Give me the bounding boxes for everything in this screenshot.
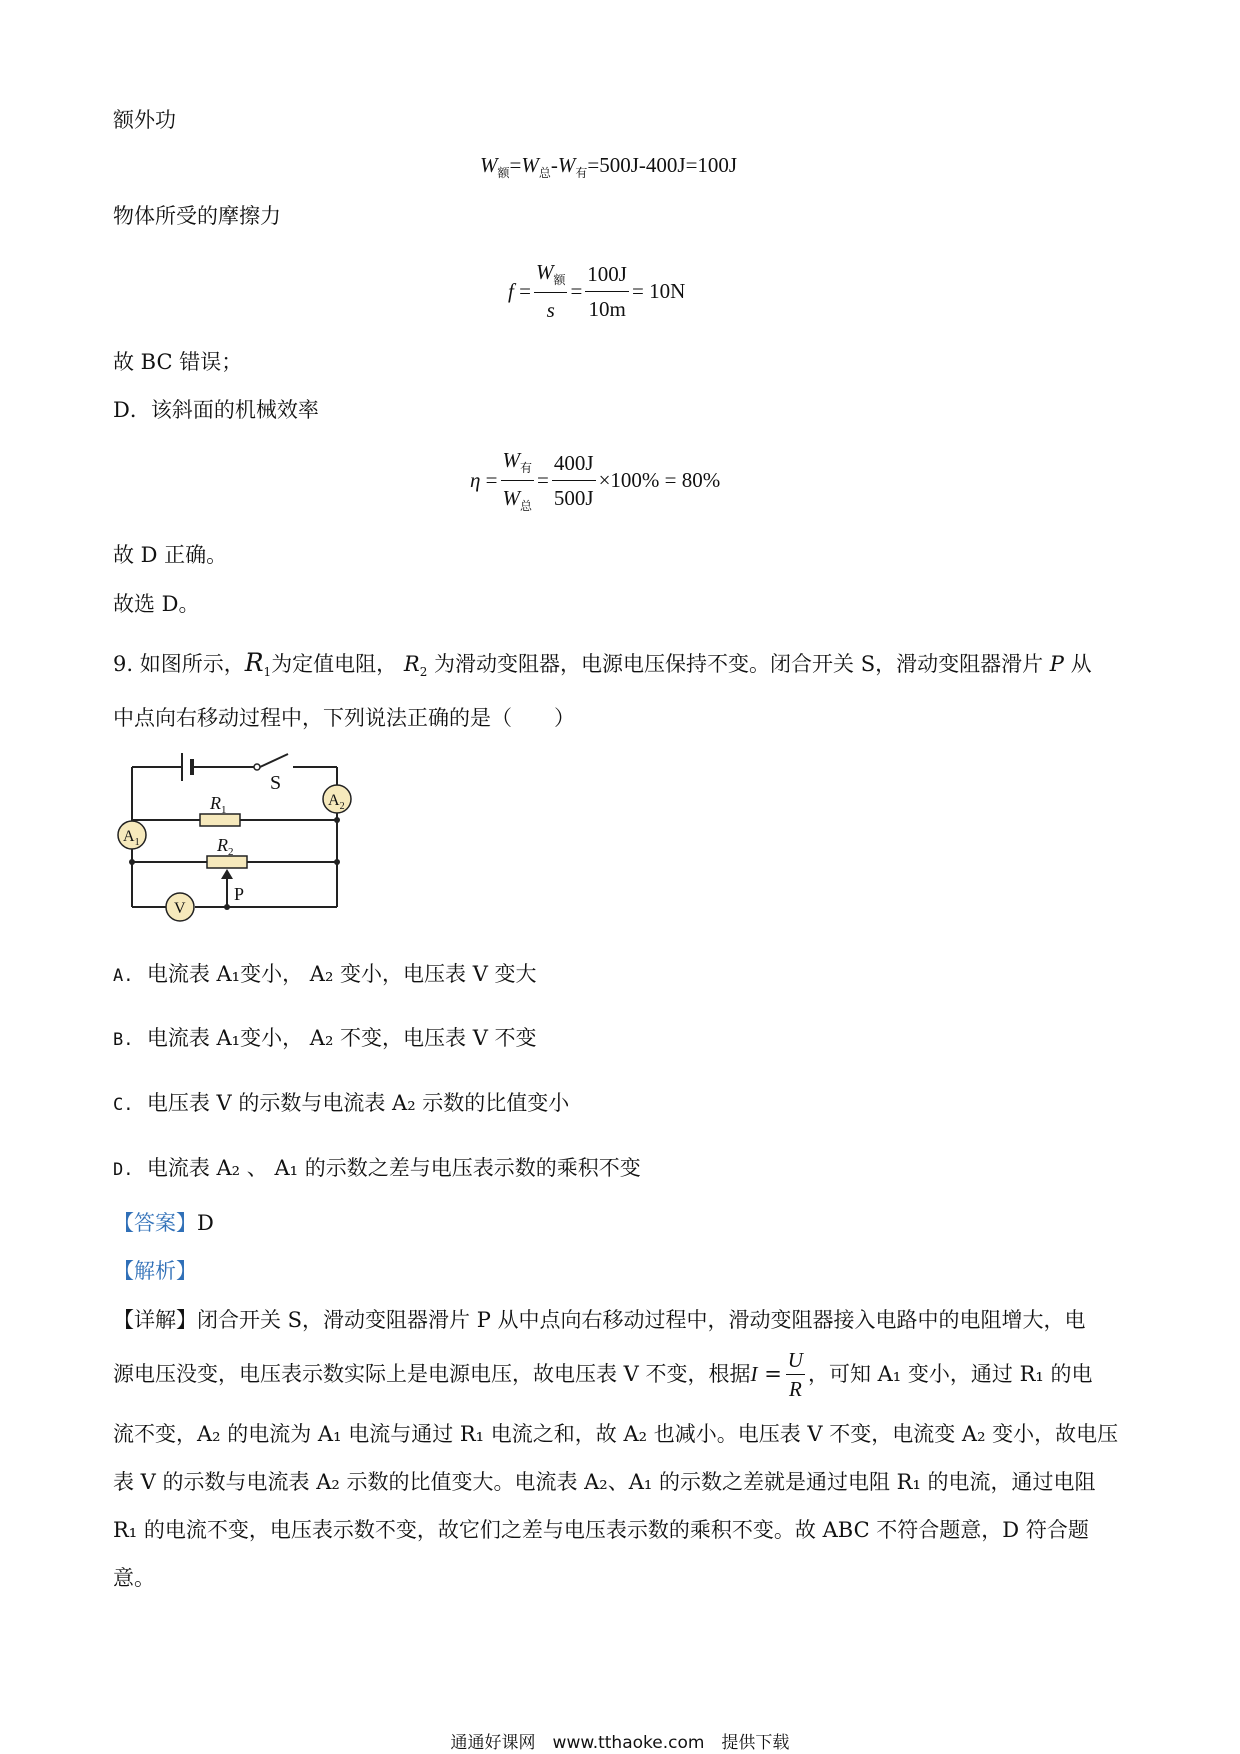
detail-line-2: 源电压没变，电压表示数实际上是电源电压，故电压表 V 不变，根据 I = $\frac{U}{R}$ ，可知 A₁ 变小，通过 R₁ 的电 xyxy=(113,1347,1093,1401)
equation-extra-work: $W_额=W_总-W_有=500J-400J=100J$ xyxy=(480,153,738,180)
option-a: A. 电流表 A₁变小， A₂ 变小，电压表 V 变大 xyxy=(113,962,537,986)
a1-label: $A_1$ xyxy=(123,828,140,848)
r1-label: $R_1$ xyxy=(210,793,227,816)
detail-line-1: 【详解】闭合开关 S，滑动变阻器滑片 P 从中点向右移动过程中，滑动变阻器接入电路中的电阻增大，电 xyxy=(113,1308,1086,1332)
answer-line xyxy=(113,1209,214,1237)
friction-label: 物体所受的摩擦力 xyxy=(113,204,281,228)
a2-label: $A_2$ xyxy=(328,792,345,812)
option-d: D. 电流表 A₂ 、 A₁ 的示数之差与电压表示数的乘积不变 xyxy=(113,1156,641,1180)
equation-friction: f = $\frac{W_额}{s}$ = $\frac{100J}{10m}$ = 10N xyxy=(508,253,685,329)
question-9-line2: 中点向右移动过程中，下列说法正确的是（ ） xyxy=(113,706,575,730)
switch-pivot xyxy=(254,764,260,770)
option-b: B. 电流表 A₁变小， A₂ 不变，电压表 V 不变 xyxy=(113,1026,537,1050)
slider-arrow-icon xyxy=(221,869,233,879)
choose-d-text: 故选 D。 xyxy=(113,592,200,616)
detail-line-5: R₁ 的电流不变，电压表示数不变，故它们之差与电压表示数的乘积不变。故 ABC 不符合题意，D 符合题 xyxy=(113,1518,1089,1542)
d-efficiency-label: D．该斜面的机械效率 xyxy=(113,398,319,422)
switch-label: S xyxy=(270,772,282,794)
circuit-diagram xyxy=(110,745,380,930)
footer-text: 通通好课网 www.tthaoke.com 提供下载 xyxy=(450,1733,790,1753)
answer-value: D xyxy=(197,1211,214,1235)
p-label: P xyxy=(234,884,245,904)
resistor-r2 xyxy=(207,856,247,868)
option-c: C. 电压表 V 的示数与电流表 A₂ 示数的比值变小 xyxy=(113,1091,570,1115)
detail-line-4: 表 V 的示数与电流表 A₂ 示数的比值变大。电流表 A₂、A₁ 的示数之差就是通过电阻 R₁ 的电流，通过电阻 xyxy=(113,1470,1096,1494)
resistor-r1 xyxy=(200,814,240,826)
d-correct-text: 故 D 正确。 xyxy=(113,543,228,567)
analysis-label: 【解析】 xyxy=(113,1259,197,1283)
extra-work-label: 额外功 xyxy=(113,108,176,132)
r2-label: $R_2$ xyxy=(217,835,234,858)
v-label: V xyxy=(174,900,186,917)
detail-line-3: 流不变，A₂ 的电流为 A₁ 电流与通过 R₁ 电流之和，故 A₂ 也减小。电压表 V 不变，电流变 A₂ 变小，故电压 xyxy=(113,1422,1119,1446)
detail-line-6: 意。 xyxy=(113,1566,155,1590)
bc-wrong-text: 故 BC 错误； xyxy=(113,350,243,374)
answer-label: 【答案】 xyxy=(113,1211,197,1235)
question-9-line1: 9. 如图所示，$R_1$为定值电阻， $R_2$ 为滑动变阻器，电源电压保持不变。闭合开关 S，滑动变阻器滑片 P 从 xyxy=(113,648,1092,679)
equation-efficiency: η = $\frac{W_有}{W_总}$ = $\frac{400J}{500J}$ ×100% = 80% xyxy=(470,442,720,518)
